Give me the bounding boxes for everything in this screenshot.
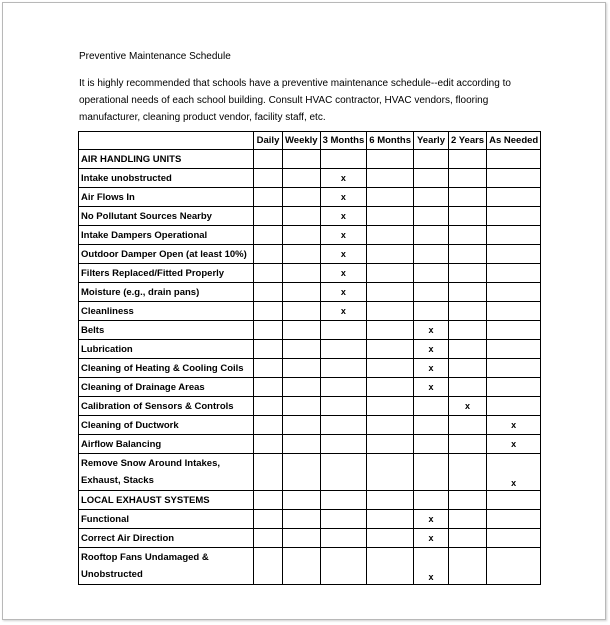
table-row [79, 188, 541, 207]
empty-cell [320, 548, 367, 585]
empty-cell [448, 150, 486, 169]
empty-cell [254, 169, 283, 188]
empty-cell [367, 264, 414, 283]
empty-cell [487, 359, 541, 378]
empty-cell [254, 150, 283, 169]
empty-cell [320, 454, 367, 491]
frequency-mark: x [320, 283, 367, 302]
empty-cell [254, 245, 283, 264]
empty-cell [448, 548, 486, 585]
empty-cell [320, 529, 367, 548]
empty-cell [367, 226, 414, 245]
empty-cell [367, 529, 414, 548]
empty-cell [254, 340, 283, 359]
task-label [79, 548, 254, 585]
empty-cell [283, 454, 321, 491]
task-label: Intake Dampers Operational [79, 226, 254, 245]
empty-cell [413, 416, 448, 435]
empty-cell [283, 302, 321, 321]
header-weekly: Weekly [283, 132, 321, 150]
table-row [79, 302, 541, 321]
empty-cell [254, 454, 283, 491]
empty-cell [320, 321, 367, 340]
task-label: Air Flows In [79, 188, 254, 207]
task-label: Cleanliness [79, 302, 254, 321]
frequency-mark: x [413, 340, 448, 359]
empty-cell [448, 226, 486, 245]
frequency-mark: x [413, 510, 448, 529]
empty-cell [283, 340, 321, 359]
empty-cell [367, 378, 414, 397]
empty-cell [448, 169, 486, 188]
frequency-mark: x [320, 264, 367, 283]
table-row [79, 435, 541, 454]
empty-cell [254, 359, 283, 378]
table-row [79, 264, 541, 283]
table-row [79, 245, 541, 264]
task-label: Correct Air Direction [79, 529, 254, 548]
empty-cell [487, 283, 541, 302]
empty-cell [448, 510, 486, 529]
empty-cell [254, 416, 283, 435]
empty-cell [320, 510, 367, 529]
frequency-mark: x [487, 416, 541, 435]
empty-cell [413, 245, 448, 264]
task-label: Cleaning of Heating & Cooling Coils [79, 359, 254, 378]
empty-cell [367, 491, 414, 510]
empty-cell [283, 321, 321, 340]
frequency-mark: x [487, 454, 541, 491]
empty-cell [367, 169, 414, 188]
empty-cell [487, 397, 541, 416]
empty-cell [320, 416, 367, 435]
empty-cell [254, 226, 283, 245]
empty-cell [320, 340, 367, 359]
table-row [79, 510, 541, 529]
section-row [79, 491, 541, 510]
empty-cell [367, 359, 414, 378]
empty-cell [254, 264, 283, 283]
empty-cell [448, 188, 486, 207]
empty-cell [283, 359, 321, 378]
empty-cell [413, 150, 448, 169]
task-label: Cleaning of Ductwork [79, 416, 254, 435]
empty-cell [283, 435, 321, 454]
task-label: No Pollutant Sources Nearby [79, 207, 254, 226]
empty-cell [367, 548, 414, 585]
empty-cell [283, 188, 321, 207]
empty-cell [448, 207, 486, 226]
empty-cell [283, 529, 321, 548]
empty-cell [254, 397, 283, 416]
empty-cell [254, 491, 283, 510]
frequency-mark: x [413, 548, 448, 585]
table-row [79, 207, 541, 226]
empty-cell [283, 207, 321, 226]
empty-cell [448, 435, 486, 454]
empty-cell [413, 188, 448, 207]
task-label-line: Remove Snow Around Intakes, [81, 458, 221, 469]
empty-cell [283, 548, 321, 585]
table-row [79, 529, 541, 548]
frequency-mark: x [413, 529, 448, 548]
empty-cell [283, 491, 321, 510]
task-label: Outdoor Damper Open (at least 10%) [79, 245, 254, 264]
empty-cell [448, 264, 486, 283]
empty-cell [283, 264, 321, 283]
task-label: Belts [79, 321, 254, 340]
empty-cell [283, 397, 321, 416]
task-label-line: Unobstructed [81, 569, 143, 580]
empty-cell [448, 245, 486, 264]
empty-cell [413, 491, 448, 510]
empty-cell [487, 150, 541, 169]
table-row [79, 283, 541, 302]
empty-cell [413, 264, 448, 283]
document-page [2, 2, 606, 620]
task-label [79, 454, 254, 491]
header-task [79, 132, 254, 150]
task-label: Intake unobstructed [79, 169, 254, 188]
task-label: Calibration of Sensors & Controls [79, 397, 254, 416]
empty-cell [487, 245, 541, 264]
empty-cell [254, 321, 283, 340]
empty-cell [413, 207, 448, 226]
empty-cell [320, 378, 367, 397]
header-daily: Daily [254, 132, 283, 150]
frequency-mark: x [448, 397, 486, 416]
empty-cell [367, 283, 414, 302]
empty-cell [448, 340, 486, 359]
task-label: Filters Replaced/Fitted Properly [79, 264, 254, 283]
empty-cell [283, 169, 321, 188]
table-header-row [79, 132, 541, 150]
empty-cell [448, 302, 486, 321]
table-row [79, 359, 541, 378]
empty-cell [320, 359, 367, 378]
empty-cell [413, 283, 448, 302]
empty-cell [487, 529, 541, 548]
empty-cell [367, 340, 414, 359]
empty-cell [487, 510, 541, 529]
frequency-mark: x [320, 226, 367, 245]
empty-cell [487, 264, 541, 283]
empty-cell [254, 529, 283, 548]
empty-cell [487, 340, 541, 359]
frequency-mark: x [320, 245, 367, 264]
empty-cell [320, 435, 367, 454]
section-label: AIR HANDLING UNITS [79, 150, 254, 169]
empty-cell [320, 491, 367, 510]
empty-cell [283, 510, 321, 529]
empty-cell [448, 359, 486, 378]
intro-paragraph: It is highly recommended that schools have a preventive maintenance schedule--edit according to operational needs of each school building. Consult HVAC contractor, HVAC vendors, flooring manufacturer, cleaning product vendor, facility staff, etc. [79, 78, 511, 123]
empty-cell [448, 529, 486, 548]
task-label: Cleaning of Drainage Areas [79, 378, 254, 397]
empty-cell [413, 435, 448, 454]
empty-cell [487, 188, 541, 207]
empty-cell [367, 188, 414, 207]
empty-cell [413, 226, 448, 245]
empty-cell [487, 321, 541, 340]
empty-cell [487, 169, 541, 188]
empty-cell [448, 321, 486, 340]
empty-cell [487, 207, 541, 226]
empty-cell [367, 397, 414, 416]
frequency-mark: x [320, 207, 367, 226]
header-3-months: 3 Months [320, 132, 367, 150]
empty-cell [254, 302, 283, 321]
empty-cell [367, 302, 414, 321]
empty-cell [283, 150, 321, 169]
frequency-mark: x [320, 188, 367, 207]
empty-cell [283, 416, 321, 435]
task-label-line: Exhaust, Stacks [81, 475, 154, 486]
empty-cell [487, 226, 541, 245]
empty-cell [487, 548, 541, 585]
empty-cell [254, 435, 283, 454]
empty-cell [367, 416, 414, 435]
task-label: Functional [79, 510, 254, 529]
empty-cell [283, 283, 321, 302]
header-yearly: Yearly [413, 132, 448, 150]
empty-cell [367, 510, 414, 529]
task-label: Airflow Balancing [79, 435, 254, 454]
task-label-line: Rooftop Fans Undamaged & [81, 552, 209, 563]
empty-cell [413, 454, 448, 491]
empty-cell [283, 378, 321, 397]
table-row [79, 548, 541, 585]
empty-cell [254, 188, 283, 207]
empty-cell [283, 226, 321, 245]
table-row [79, 340, 541, 359]
empty-cell [254, 548, 283, 585]
empty-cell [448, 491, 486, 510]
maintenance-schedule-table [78, 131, 541, 585]
header-6-months: 6 Months [367, 132, 414, 150]
empty-cell [367, 207, 414, 226]
frequency-mark: x [413, 321, 448, 340]
section-label: LOCAL EXHAUST SYSTEMS [79, 491, 254, 510]
empty-cell [320, 150, 367, 169]
frequency-mark: x [413, 378, 448, 397]
empty-cell [367, 321, 414, 340]
section-row [79, 150, 541, 169]
empty-cell [283, 245, 321, 264]
empty-cell [254, 207, 283, 226]
table-row [79, 416, 541, 435]
empty-cell [487, 302, 541, 321]
frequency-mark: x [320, 302, 367, 321]
empty-cell [320, 397, 367, 416]
empty-cell [448, 378, 486, 397]
empty-cell [487, 378, 541, 397]
header-as-needed: As Needed [487, 132, 541, 150]
empty-cell [413, 169, 448, 188]
empty-cell [448, 416, 486, 435]
table-row [79, 321, 541, 340]
table-body [79, 150, 541, 585]
empty-cell [367, 435, 414, 454]
table-row [79, 454, 541, 491]
frequency-mark: x [413, 359, 448, 378]
task-label: Moisture (e.g., drain pans) [79, 283, 254, 302]
empty-cell [487, 491, 541, 510]
empty-cell [367, 245, 414, 264]
table-row [79, 169, 541, 188]
empty-cell [367, 454, 414, 491]
empty-cell [254, 283, 283, 302]
empty-cell [254, 378, 283, 397]
empty-cell [367, 150, 414, 169]
frequency-mark: x [320, 169, 367, 188]
document-title: Preventive Maintenance Schedule [79, 51, 231, 62]
empty-cell [413, 397, 448, 416]
empty-cell [448, 454, 486, 491]
table-row [79, 226, 541, 245]
table-row [79, 397, 541, 416]
header-2-years: 2 Years [448, 132, 486, 150]
task-label: Lubrication [79, 340, 254, 359]
frequency-mark: x [487, 435, 541, 454]
table-row [79, 378, 541, 397]
empty-cell [254, 510, 283, 529]
empty-cell [448, 283, 486, 302]
empty-cell [413, 302, 448, 321]
